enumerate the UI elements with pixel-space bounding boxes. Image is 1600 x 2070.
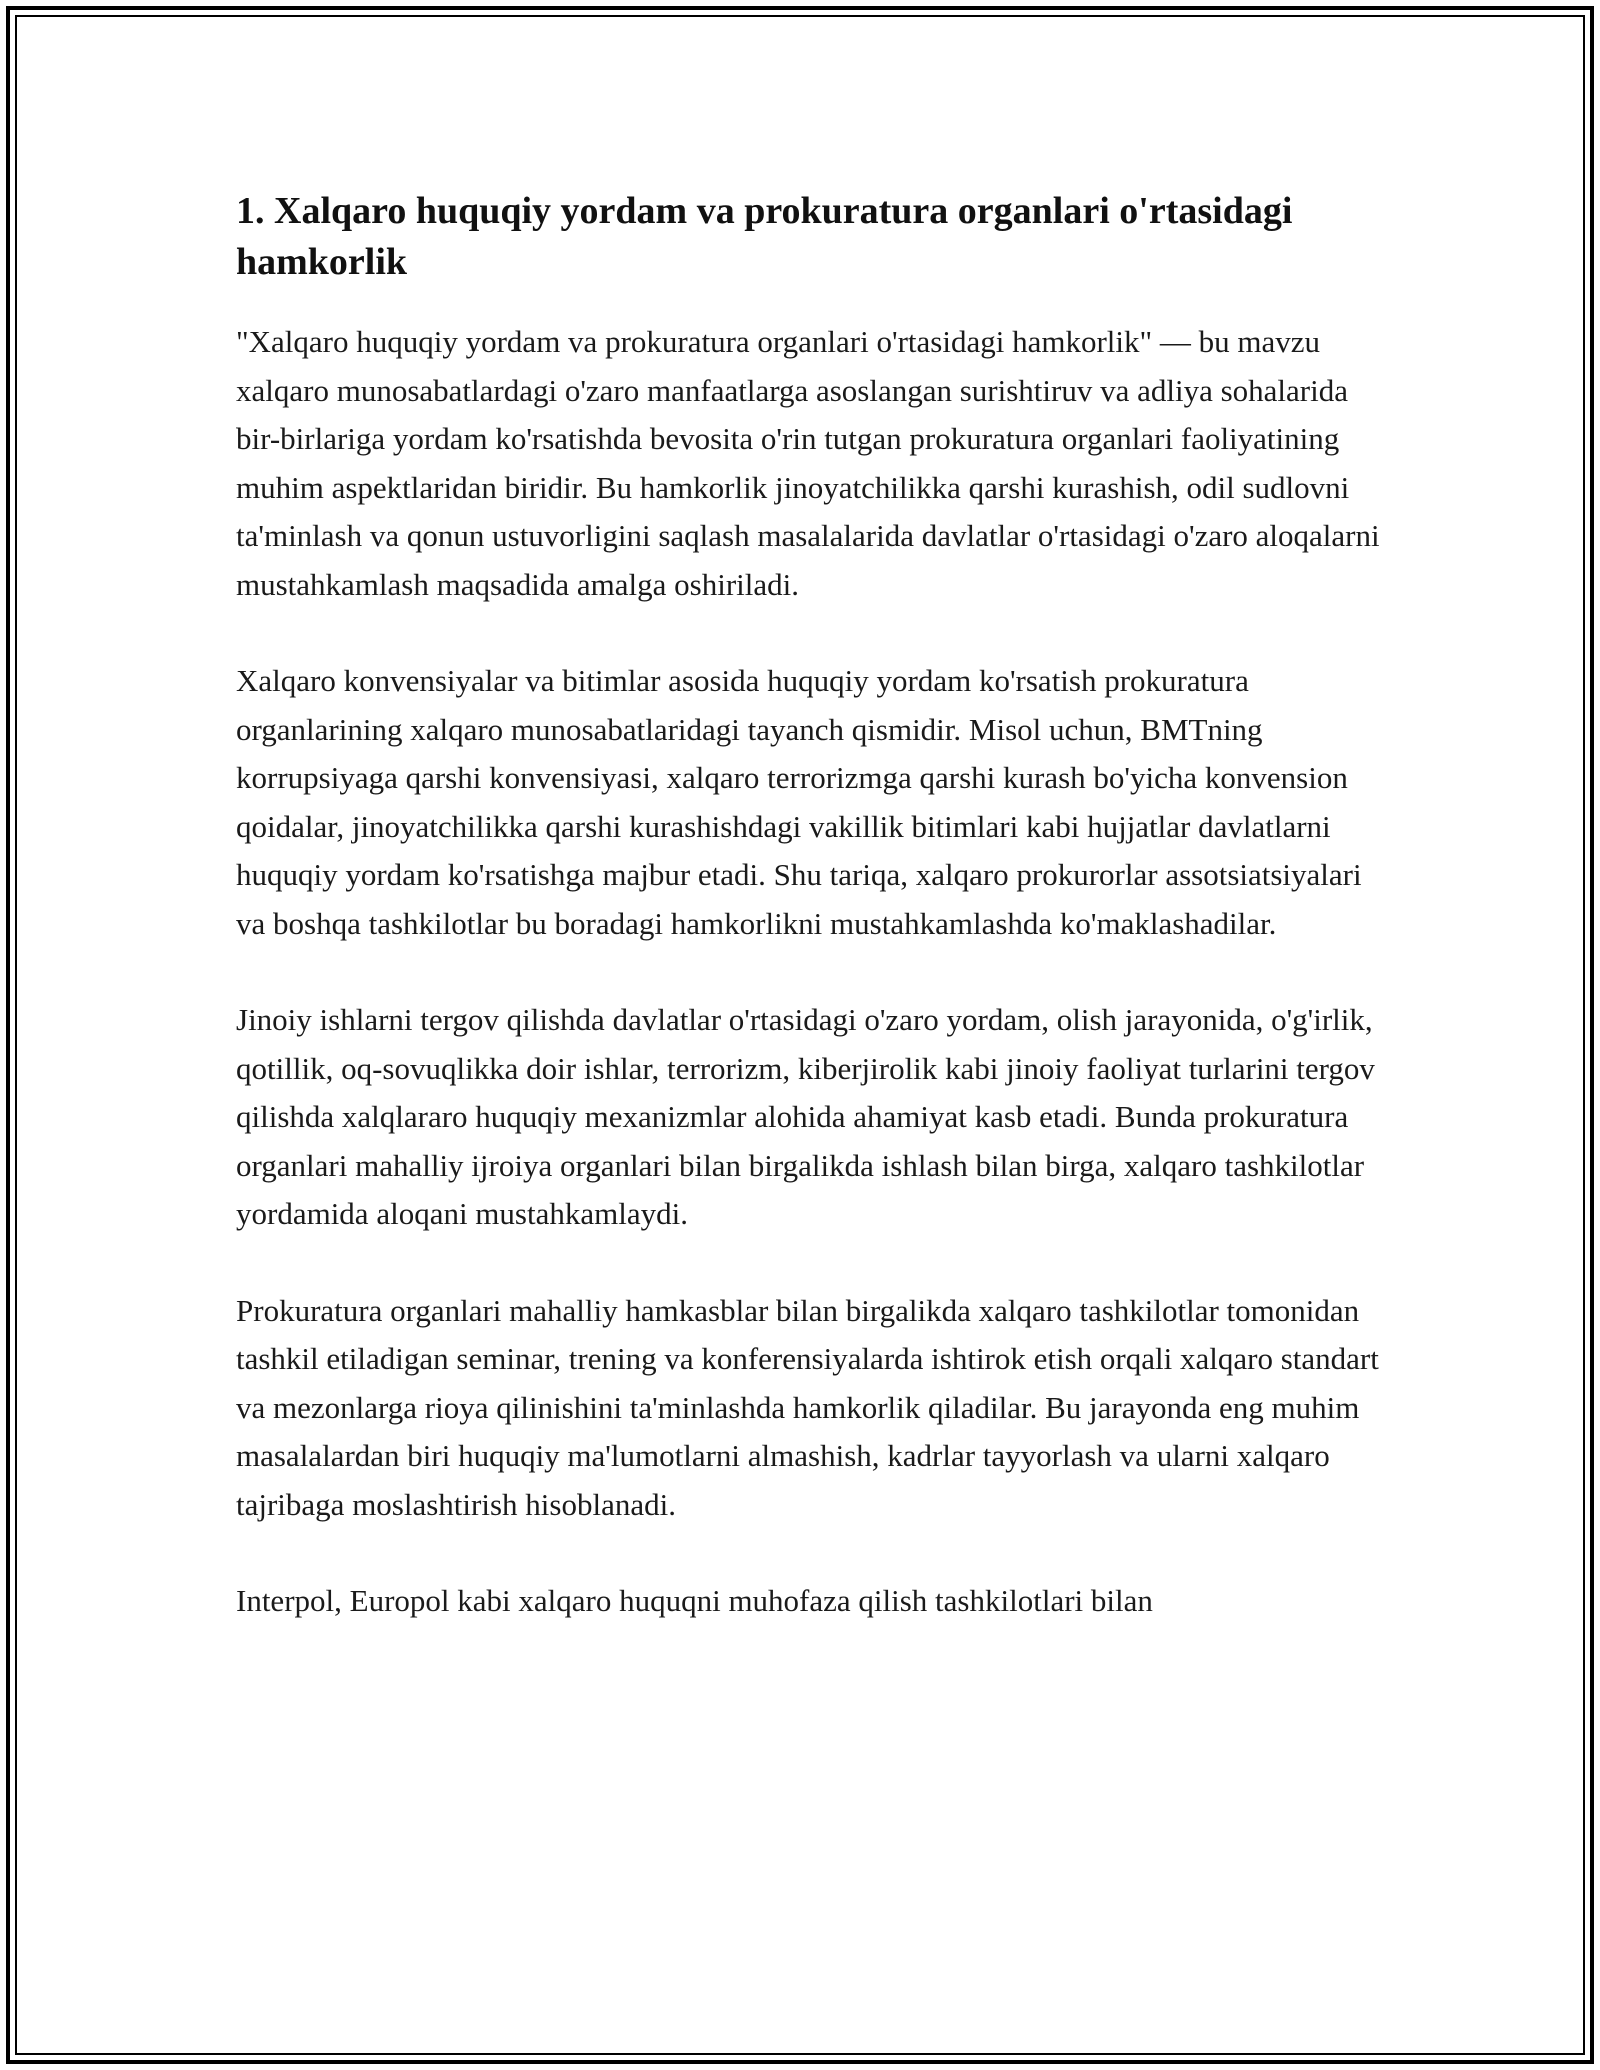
paragraph-2: Xalqaro konvensiyalar va bitimlar asosida huquqiy yordam ko'rsatish prokuratura organlarining xalqaro munosabatlaridagi tayanch qismidir. Misol uchun, BMTning korrupsiyaga qarshi konvensiyasi, xalqaro terrorizmga qarshi kurash bo'yicha konvension qoidalar, jinoyatchilikka qarshi kurashishdagi vakillik bitimlari kabi hujjatlar davlatlarni huquqiy yordam ko'rsatishga majbur etadi. Shu tariqa, xalqaro prokurorlar assotsiatsiyalari va boshqa tashkilotlar bu boradagi hamkorlikni mustahkamlashda ko'maklashadilar. bbox=[236, 663, 1362, 941]
paragraph-4: Prokuratura organlari mahalliy hamkasblar bilan birgalikda xalqaro tashkilotlar tomonidan tashkil etiladigan seminar, trening va konferensiyalarda ishtirok etish orqali xalqaro standart va mezonlarga rioya qilinishini ta'minlashda hamkorlik qiladilar. Bu jarayonda eng muhim masalalardan biri huquqiy ma'lumotlarni almashish, kadrlar tayyorlash va ularni xalqaro tajribaga moslashtirish hisoblanadi. bbox=[236, 1292, 1379, 1522]
paragraph-3: Jinoiy ishlarni tergov qilishda davlatlar o'rtasidagi o'zaro yordam, olish jarayonida, o'g'irlik, qotillik, oq-sovuqlikka doir ishlar, terrorizm, kiberjirolik kabi jinoiy faoliyat turlarini tergov qilishda xalqlararo huquqiy mexanizmlar alohida ahamiyat kasb etadi. Bunda prokuratura organlari mahalliy ijroiya organlari bilan birgalikda ishlash bilan birga, xalqaro tashkilotlar yordamida aloqani mustahkamlaydi. bbox=[236, 1002, 1375, 1231]
document-body bbox=[236, 186, 1386, 1674]
paragraph-1: "Xalqaro huquqiy yordam va prokuratura organlari o'rtasidagi hamkorlik" — bu mavzu xalqaro munosabatlardagi o'zaro manfaatlarga asoslangan surishtiruv va adliya sohalarida bir-birlariga yordam ko'rsatishda bevosita o'rin tutgan prokuratura organlari faoliyatining muhim aspektlaridan biridir. Bu hamkorlik jinoyatchilikka qarshi kurashish, odil sudlovni ta'minlash va qonun ustuvorligini saqlash masalalarida davlatlar o'rtasidagi o'zaro aloqalarni mustahkamlash maqsadida amalga oshiriladi. bbox=[236, 324, 1380, 602]
section-title: 1. Xalqaro huquqiy yordam va prokuratura organlari o'rtasidagi hamkorlik bbox=[236, 190, 1293, 283]
paragraph-5: Interpol, Europol kabi xalqaro huquqni muhofaza qilish tashkilotlari bilan bbox=[236, 1583, 1153, 1618]
